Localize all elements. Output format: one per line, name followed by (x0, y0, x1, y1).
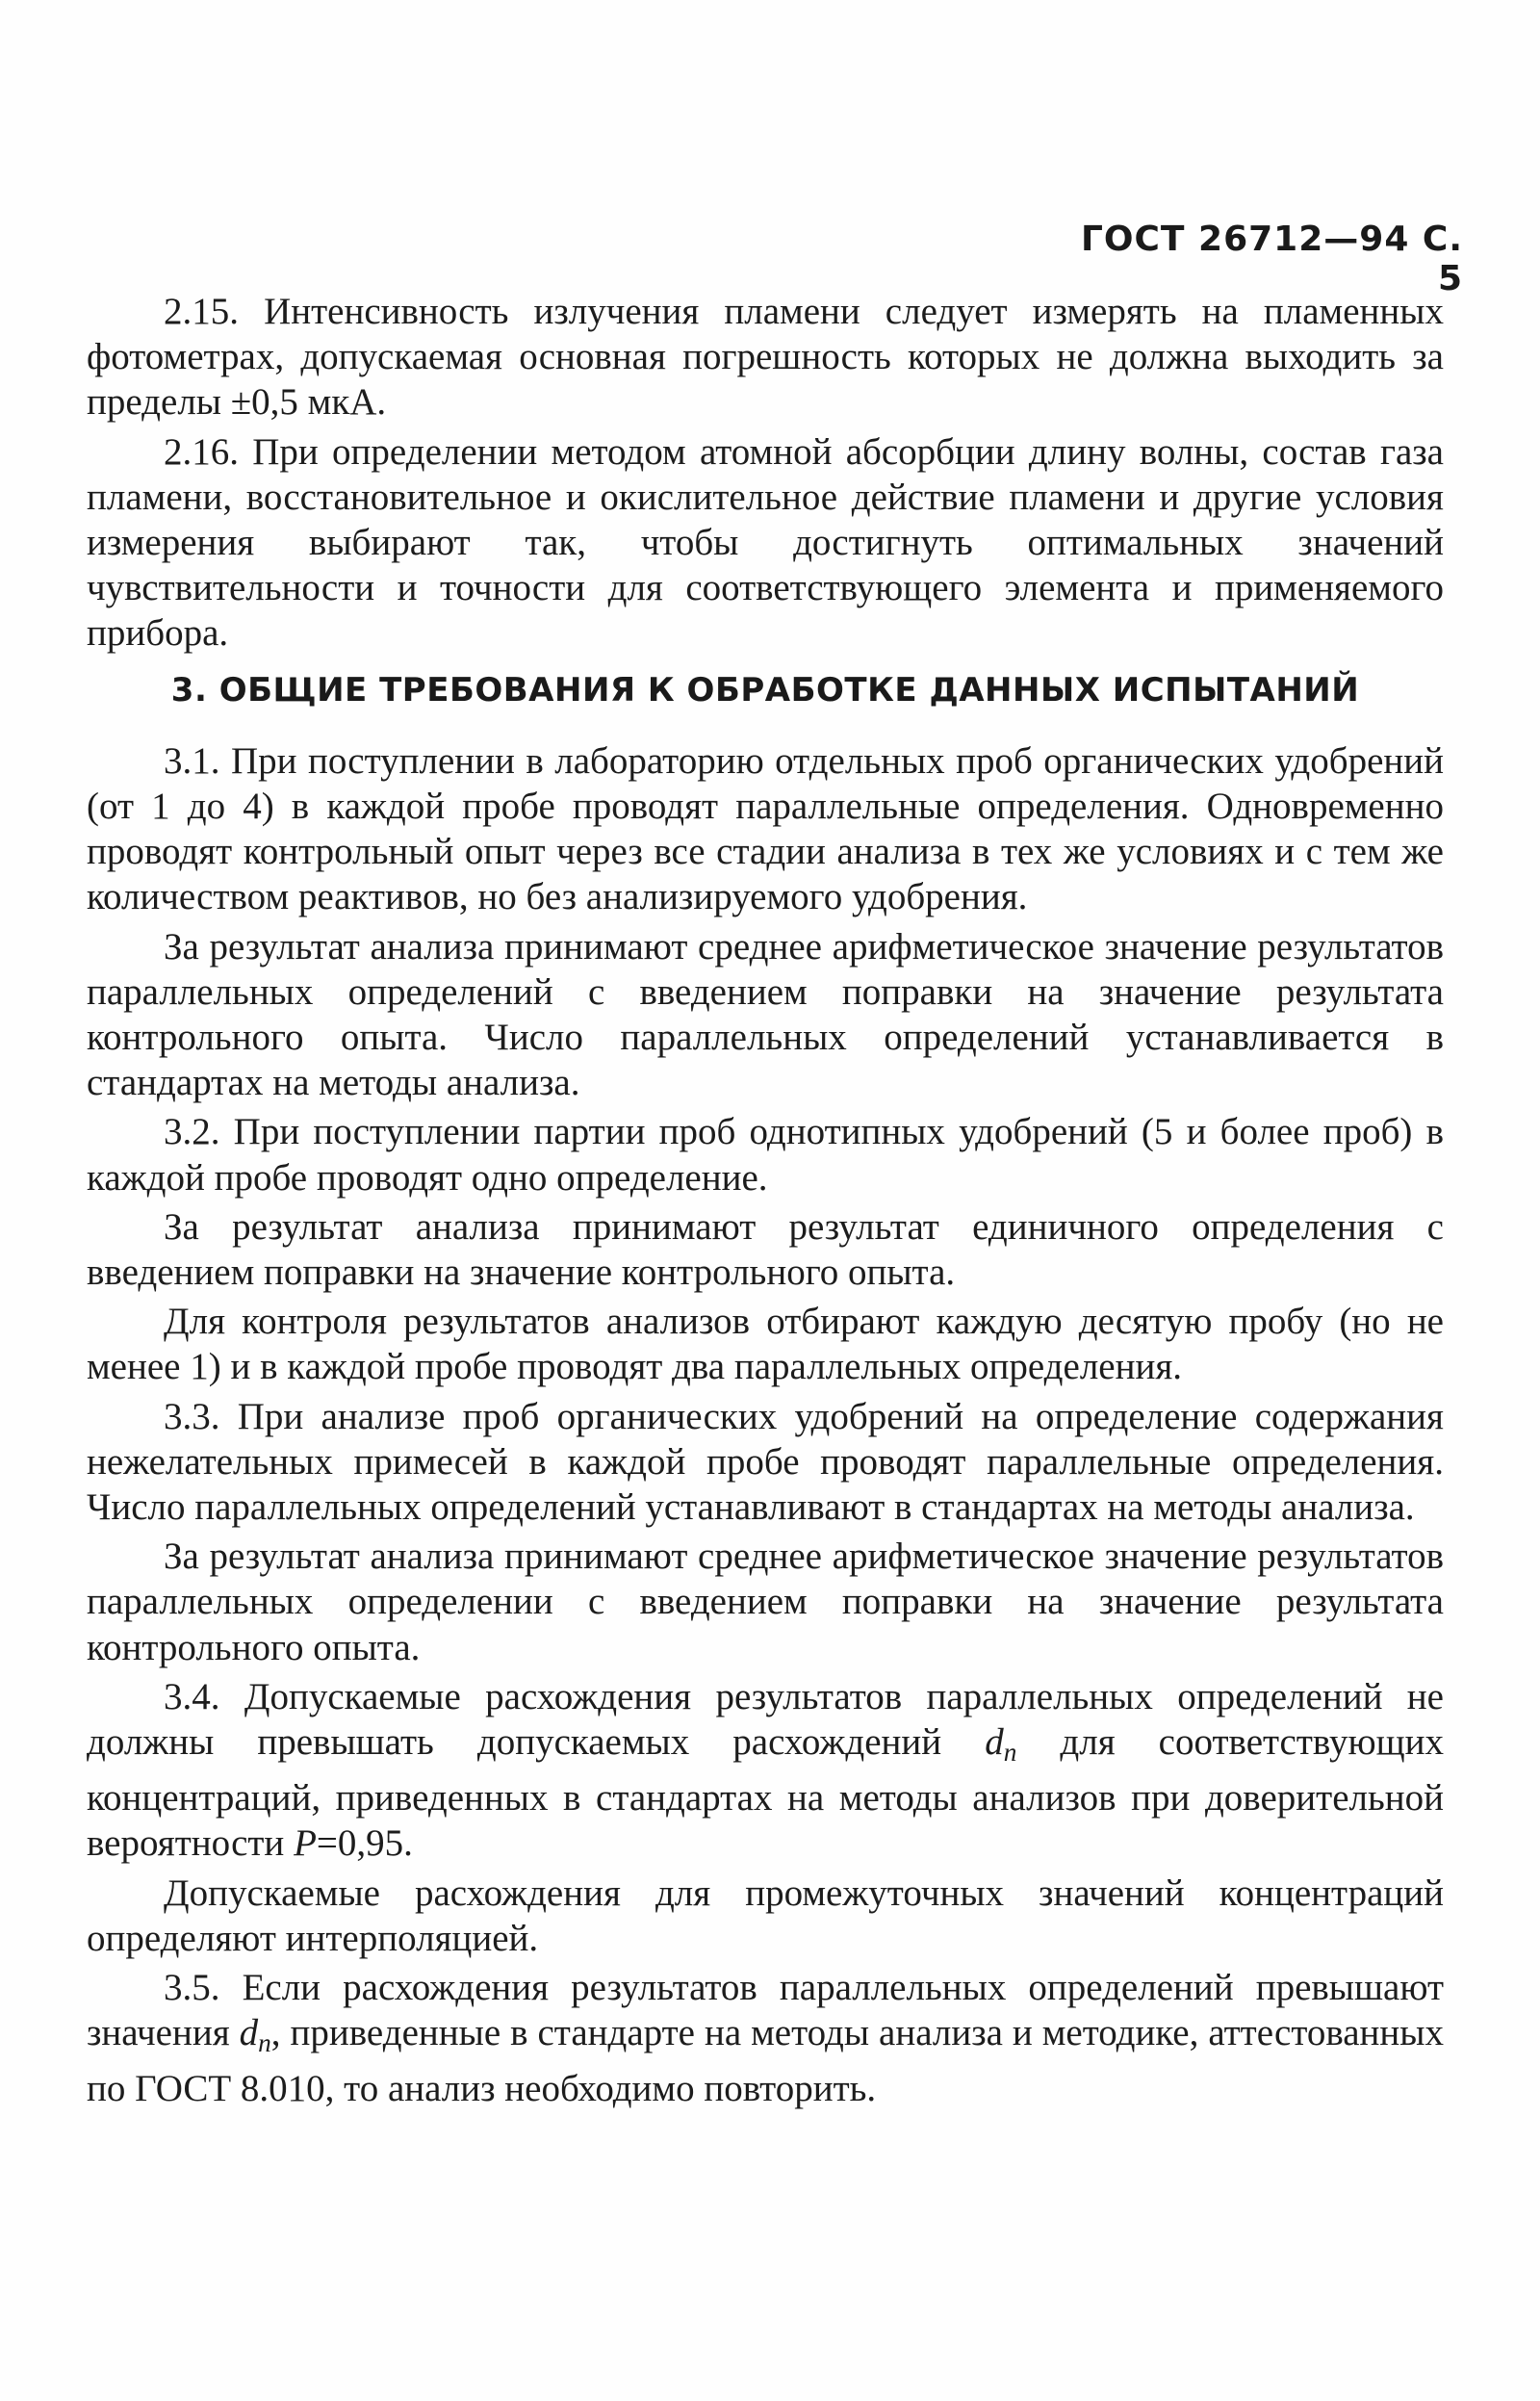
paragraph-3-5-part-b: , приведенные в стандарте на методы анализа и методике, аттестованных по ГОСТ 8.010, то анализ необходимо повторить. (87, 2012, 1445, 2110)
paragraph-3-5 (87, 1965, 1444, 2111)
subscript-n: n (258, 2027, 271, 2057)
paragraph-3-3-result: За результат анализа принимают среднее арифметическое значение результатов параллельных определении с введением поправки на значение результата контрольного опыта. (87, 1536, 1444, 1668)
paragraph-3-1-result: За результат анализа принимают среднее арифметическое значение результатов параллельных определений с введением поправки на значение результата контрольного опыта. Число параллельных определений устанавливается в стандартах на методы анализа. (87, 925, 1444, 1104)
variable-d: d (985, 1721, 1004, 1764)
subscript-n: n (1003, 1737, 1017, 1767)
paragraph-3-4-interpolation: Допускаемые расхождения для промежуточных значений концентраций определяют интерполяцией. (87, 1872, 1444, 1959)
paragraph-3-1: 3.1. При поступлении в лабораторию отдельных проб органических удобрений (от 1 до 4) в каждой пробе проводят параллельные определения. Одновременно проводят контрольный опыт через все стадии анализа в тех же условиях и с тем же количеством реактивов, но без анализируемого удобрения. (87, 739, 1444, 918)
document-body (87, 289, 1444, 2115)
paragraph-3-4-part-c: =0,95. (316, 1822, 413, 1865)
section-3-title: 3. ОБЩИЕ ТРЕБОВАНИЯ К ОБРАБОТКЕ ДАННЫХ ИСПЫТАНИЙ (170, 670, 1360, 710)
paragraph-3-5-part-a: 3.5. Если расхождения результатов параллельных определений превышают значения (87, 1966, 1444, 2054)
paragraph-3-2-control: Для контроля результатов анализов отбирают каждую десятую пробу (но не менее 1) и в каждой пробе проводят два параллельных определения. (87, 1301, 1444, 1388)
paragraph-3-2-result: За результат анализа принимают результат единичного определения с введением поправки на значение контрольного опыта. (87, 1205, 1444, 1294)
paragraph-3-2: 3.2. При поступлении партии проб однотипных удобрений (5 и более проб) в каждой пробе проводят одно определение. (87, 1111, 1444, 1199)
paragraph-3-4 (87, 1674, 1444, 1867)
variable-d: d (239, 2012, 259, 2054)
paragraph-2-15: 2.15. Интенсивность излучения пламени следует измерять на пламенных фотометрах, допускаемая основная погрешность которых не должна выходить за пределы ±0,5 мкА. (87, 291, 1444, 424)
page-header: ГОСТ 26712—94 С. 5 (1080, 219, 1463, 298)
paragraph-3-4-part-a: 3.4. Допускаемые расхождения результатов параллельных определений не должны превышать допускаемых расхождений (87, 1675, 1444, 1764)
paragraph-3-4-part-b: для соответствующих концентраций, приведенных в стандартах на методы анализов при доверительной вероятности (87, 1721, 1445, 1865)
paragraph-3-3: 3.3. При анализе проб органических удобрений на определение содержания нежелательных примесей в каждой пробе проводят параллельные определения. Число параллельных определений устанавливают в стандартах на методы анализа. (87, 1395, 1444, 1529)
paragraph-2-16: 2.16. При определении методом атомной абсорбции длину волны, состав газа пламени, восстановительное и окислительное действие пламени и другие условия измерения выбирают так, чтобы достигнуть оптимальных значений чувствительности и точности для соответствующего элемента и применяемого прибора. (87, 430, 1444, 655)
variable-p: P (294, 1822, 317, 1865)
